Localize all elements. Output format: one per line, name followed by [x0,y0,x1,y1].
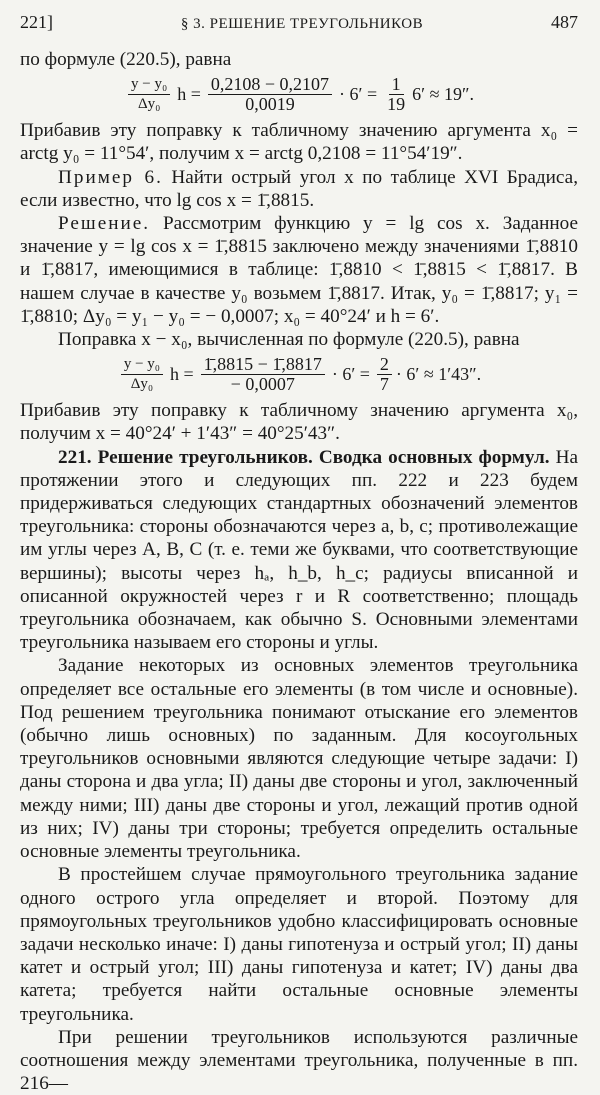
formula-2-mult: · 6′ = [331,363,370,384]
page-header [20,12,578,42]
formula-1-frac [208,75,332,114]
paragraph-5: Поправка x − x₀, вычисленная по формуле (220.5), равна [58,329,520,351]
paragraph-8: Задание некоторых из основных элементов треугольника определяет все остальные его элементы (в том числе и основные). Под решением треугольника понимают отыскание его элементов (обычно лишь основных) по заданным. Для косоугольных треугольников основными являются следующие четыре задачи: I) даны сторона и два угла; II) даны две стороны и угол, заключенный между ними; III) даны две стороны и угол, лежащий против одной из них; IV) даны три стороны; требуется определить остальные основные элементы треугольника. [20,655,578,863]
formula-2-frac2 [377,355,392,394]
formula-2-h: h = [170,363,194,384]
paragraph-6: Прибавив эту поправку к табличному значению аргумента x₀, получим x = 40°24′ + 1′43″ = 40°25′43″. [20,400,578,445]
formula-1-lhs [128,75,170,114]
section-heading: 221. Решение треугольников. Сводка основных формул. [58,446,550,468]
paragraph-10: При решении треугольников используются различные соотношения между элементами треугольника, полученные в пп. 216— [20,1026,578,1095]
formula-1-num: 0,2108 − 0,2107 [208,75,332,95]
formula-1-frac2-den: 19 [387,93,406,114]
formula-1-h: h = [177,83,201,104]
solution-text: Рассмотрим функцию y = lg cos x. Заданное значение y = lg cos x = 1̄,8815 заключено между значениями 1̄,8810 и 1̄,8817, имеющимися в таблице: 1̄,8810 < 1̄,8815 < 1̄,8817. В нашем случае в качестве y₀ возьмем 1̄,8817. Итак, y₀ = 1̄,8817; y₁ = 1̄,8810; Δy₀ = y₁ − y₀ = − 0,0007; x₀ = 40°24′ и h = 6′. [20,213,578,327]
formula-1-den: 0,0019 [245,93,295,114]
formula-2 [20,351,578,397]
page-number: 487 [551,12,578,32]
formula-2-den: − 0,0007 [230,373,295,394]
formula-1-lhs-num: y − y₀ [128,75,170,95]
section-range: 221] [20,12,53,32]
formula-1-mult: · 6′ = [339,83,378,104]
paragraph-4 [20,212,578,328]
paragraph-2: Прибавив эту поправку к табличному значению аргумента x₀ = arctg y₀ = 11°54′, получим x = arctg 0,2108 = 11°54′19″. [20,120,578,165]
formula-1-frac2 [384,75,408,114]
formula-2-frac2-den: 7 [379,373,389,394]
section-intro-text: На протяжении этого и следующих пп. 222 и 223 будем придерживаться следующих стандартных обозначений элементов треугольника: стороны обозначаются через a, b, c; противолежащие им углы через A, B, C (т. е. теми же буквами, что соответствующие вершины); высоты через hₐ, h_b, h_c; радиусы вписанной и описанной окружностей через r и R соответственно; площадь треугольника обозначаем, как обычно S. Основными элементами треугольника называем его стороны и углы. [20,446,578,654]
formula-1-lhs-den: Δy₀ [137,95,161,112]
formula-2-lhs [121,355,163,394]
formula-1 [20,71,578,117]
paragraph-1: по формуле (220.5), равна [20,49,232,70]
formula-2-frac2-num: 2 [377,355,392,375]
formula-2-frac [201,355,325,394]
paragraph-3 [20,166,578,212]
example-label: Пример 6. [58,166,163,188]
solution-label: Решение. [58,213,151,235]
formula-1-frac2-num: 1 [389,75,404,95]
example-text: Найти острый угол x по таблице XVI Брадиса, если известно, что lg cos x = 1̄,8815. [20,166,578,211]
paragraph-9: В простейшем случае прямоугольного треугольника задание одного острого угла определяет и второй. Поэтому для прямоугольных треугольников удобно классифицировать основные задачи несколько иначе: I) даны гипотенуза и острый угол; II) даны катет и острый угол; III) даны гипотенуза и катет; IV) даны два катета; требуется найти остальные основные элементы треугольника. [20,864,578,1025]
formula-2-result: · 6′ ≈ 1′43″. [395,363,482,384]
paragraph-7 [20,446,578,655]
formula-2-lhs-num: y − y₀ [121,355,163,375]
formula-2-num: 1̄,8815 − 1̄,8817 [201,355,325,375]
formula-1-result: 6′ ≈ 19″. [412,83,474,104]
formula-2-lhs-den: Δy₀ [130,375,154,392]
running-title: § 3. РЕШЕНИЕ ТРЕУГОЛЬНИКОВ [180,16,424,32]
